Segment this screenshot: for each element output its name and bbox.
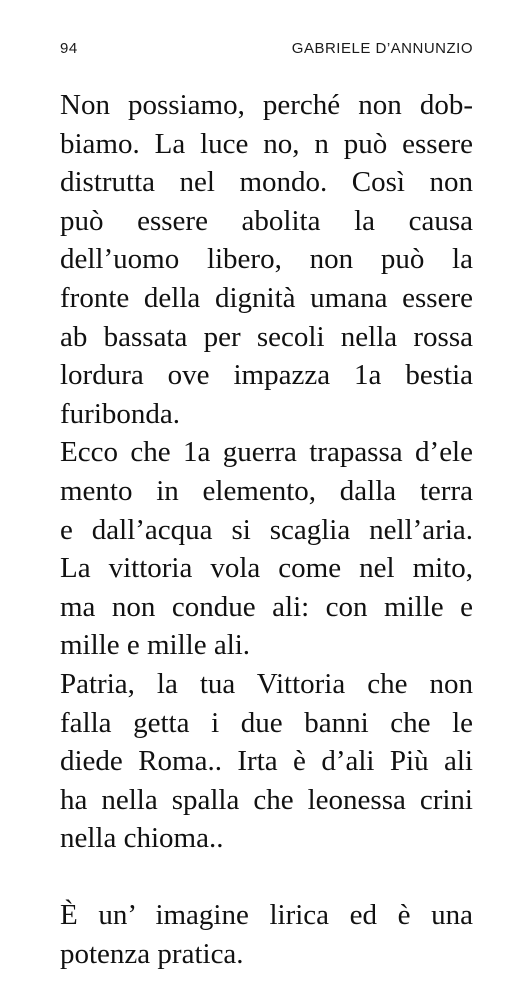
paragraph	[60, 433, 473, 665]
text-line: fronte della dignità umana essere	[60, 281, 473, 314]
text-line: lordura ove impazza 1a bestia	[60, 359, 473, 392]
text-line: potenza pratica.	[60, 938, 244, 971]
text-line: può essere abolita la causa	[60, 204, 473, 237]
text-line: mille e mille ali.	[60, 629, 251, 662]
paragraph	[60, 665, 473, 858]
running-head-author: GABRIELE D’ANNUNZIO	[291, 40, 473, 57]
paragraph	[60, 896, 473, 973]
text-line: Non possiamo, perché non dob-	[60, 89, 473, 121]
running-head	[60, 40, 473, 60]
text-line: diede Roma.. Irta è d’ali Più ali	[60, 745, 473, 778]
text-line: e dall’acqua si scaglia nell’aria.	[60, 513, 473, 546]
text-line: biamo. La luce no, n può essere	[60, 127, 473, 160]
text-line: La vittoria vola come nel mito,	[60, 552, 473, 585]
text-line: furibonda.	[60, 397, 180, 430]
text-line: È un’ imagine lirica ed è una	[60, 899, 473, 932]
text-line: Ecco che 1a guerra trapassa d’ele	[60, 436, 473, 469]
text-line: distrutta nel mondo. Così non	[60, 166, 473, 199]
text-line: falla getta i due banni che le	[60, 706, 473, 739]
text-line: mento in elemento, dalla terra	[60, 474, 473, 507]
body-text	[60, 86, 473, 974]
paragraph-gap	[60, 858, 473, 897]
text-line: dell’uomo libero, non può la	[60, 243, 473, 276]
text-line: Patria, la tua Vittoria che non	[60, 667, 473, 700]
text-line: ma non condue ali: con mille e	[60, 590, 473, 623]
text-line: nella chioma..	[60, 822, 224, 855]
page-number: 94	[60, 40, 78, 57]
paragraph	[60, 86, 473, 433]
text-line: ha nella spalla che leonessa crini	[60, 783, 473, 816]
text-line: ab bassata per secoli nella rossa	[60, 320, 473, 353]
